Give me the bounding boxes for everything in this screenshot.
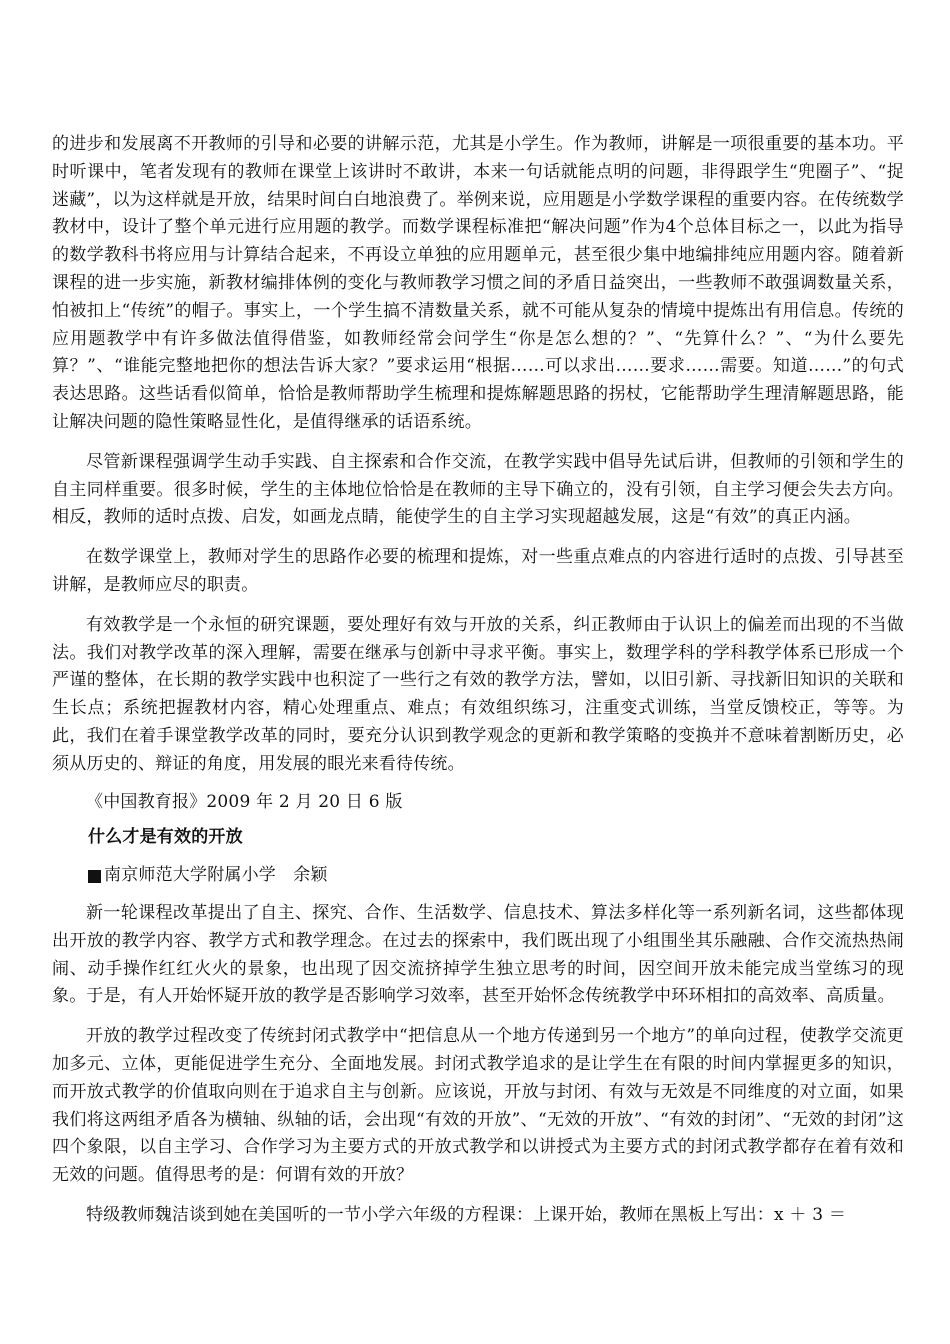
paragraph-4: 有效教学是一个永恒的研究课题，要处理好有效与开放的关系，纠正教师由于认识上的偏差而出现的不当做法。我们对教学改革的深入理解，需要在继承与创新中寻求平衡。事实上，数理学科的学科教学体系已形成一个严谨的整体，在长期的教学实践中也积淀了一些行之有效的教学方法，譬如，以旧引新、寻找新旧知识的关联和生长点；系统把握教材内容，精心处理重点、难点；有效组织练习，注重变式训练，当堂反馈校正，等等。为此，我们在着手课堂教学改革的同时，要充分认识到教学观念的更新和教学策略的变换并不意味着割断历史，必须从历史的、辩证的角度，用发展的眼光来看待传统。 <box>52 614 904 774</box>
article-title: 什么才是有效的开放 <box>88 827 243 848</box>
author-line <box>52 862 904 890</box>
paragraph-7: 特级教师魏洁谈到她在美国听的一节小学六年级的方程课：上课开始，教师在黑板上写出：x ＋ 3 ＝ <box>86 1204 847 1225</box>
source-citation: 《中国教育报》2009 年 2 月 20 日 6 版 <box>86 791 403 812</box>
paragraph-2: 尽管新课程强调学生动手实践、自主探索和合作交流，在教学实践中倡导先试后讲，但教师的引领和学生的自主同样重要。很多时候，学生的主体地位恰恰是在教师的主导下确立的，没有引领，自主学习便会失去方向。相反，教师的适时点拨、启发，如画龙点睛，能使学生的自主学习实现超越发展，这是“有效”的真正内涵。 <box>52 451 904 528</box>
document-page <box>52 131 904 1230</box>
paragraph-3: 在数学课堂上，教师对学生的思路作必要的梳理和提炼，对一些重点难点的内容进行适时的点拨、引导甚至讲解，是教师应尽的职责。 <box>52 547 904 595</box>
author-text: 南京师范大学附属小学 余颖 <box>104 865 328 886</box>
paragraph-1: 的进步和发展离不开教师的引导和必要的讲解示范，尤其是小学生。作为教师，讲解是一项很重要的基本功。平时听课中，笔者发现有的教师在课堂上该讲时不敢讲，本来一句话就能点明的问题，非得跟学生“兜圈子”、“捉迷藏”，以为这样就是开放，结果时间白白地浪费了。举例来说，应用题是小学数学课程的重要内容。在传统数学教材中，设计了整个单元进行应用题的教学。而数学课程标准把“解决问题”作为4个总体目标之一，以此为指导的数学教科书将应用与计算结合起来，不再设立单独的应用题单元，甚至很少集中地编排纯应用题内容。随着新课程的进一步实施，新教材编排体例的变化与教师教学习惯之间的矛盾日益突出，一些教师不敢强调数量关系，怕被扣上“传统”的帽子。事实上，一个学生搞不清数量关系，就不可能从复杂的情境中提炼出有用信息。传统的应用题教学中有许多做法值得借鉴，如教师经常会问学生“你是怎么想的？”、“先算什么？”、“为什么要先算？”、“谁能完整地把你的想法告诉大家？”要求运用“根据……可以求出……要求……需要。知道……”的句式表达思路。这些话看似简单，恰恰是教师帮助学生梳理和提炼解题思路的拐杖，它能帮助学生理清解题思路，能让解决问题的隐性策略显性化，是值得继承的话语系统。 <box>52 134 904 432</box>
paragraph-6: 开放的教学过程改变了传统封闭式教学中“把信息从一个地方传递到另一个地方”的单向过程，使教学交流更加多元、立体，更能促进学生充分、全面地发展。封闭式教学追求的是让学生在有限的时间内掌握更多的知识，而开放式教学的价值取向则在于追求自主与创新。应该说，开放与封闭、有效与无效是不同维度的对立面，如果我们将这两组矛盾各为横轴、纵轴的话，会出现“有效的开放”、“无效的开放”、“有效的封闭”、“无效的封闭”这四个象限，以自主学习、合作学习为主要方式的开放式教学和以讲授式为主要方式的封闭式教学都存在着有效和无效的问题。值得思考的是：何谓有效的开放？ <box>52 1026 904 1186</box>
black-square-icon <box>88 870 101 883</box>
paragraph-5: 新一轮课程改革提出了自主、探究、合作、生活数学、信息技术、算法多样化等一系列新名词，这些都体现出开放的教学内容、教学方式和教学理念。在过去的探索中，我们既出现了小组围坐其乐融融、合作交流热热闹闹、动手操作红红火火的景象，也出现了因交流挤掉学生独立思考的时间，因空间开放未能完成当堂练习的现象。于是，有人开始怀疑开放的教学是否影响学习效率，甚至开始怀念传统教学中环环相扣的高效率、高质量。 <box>52 902 904 1007</box>
